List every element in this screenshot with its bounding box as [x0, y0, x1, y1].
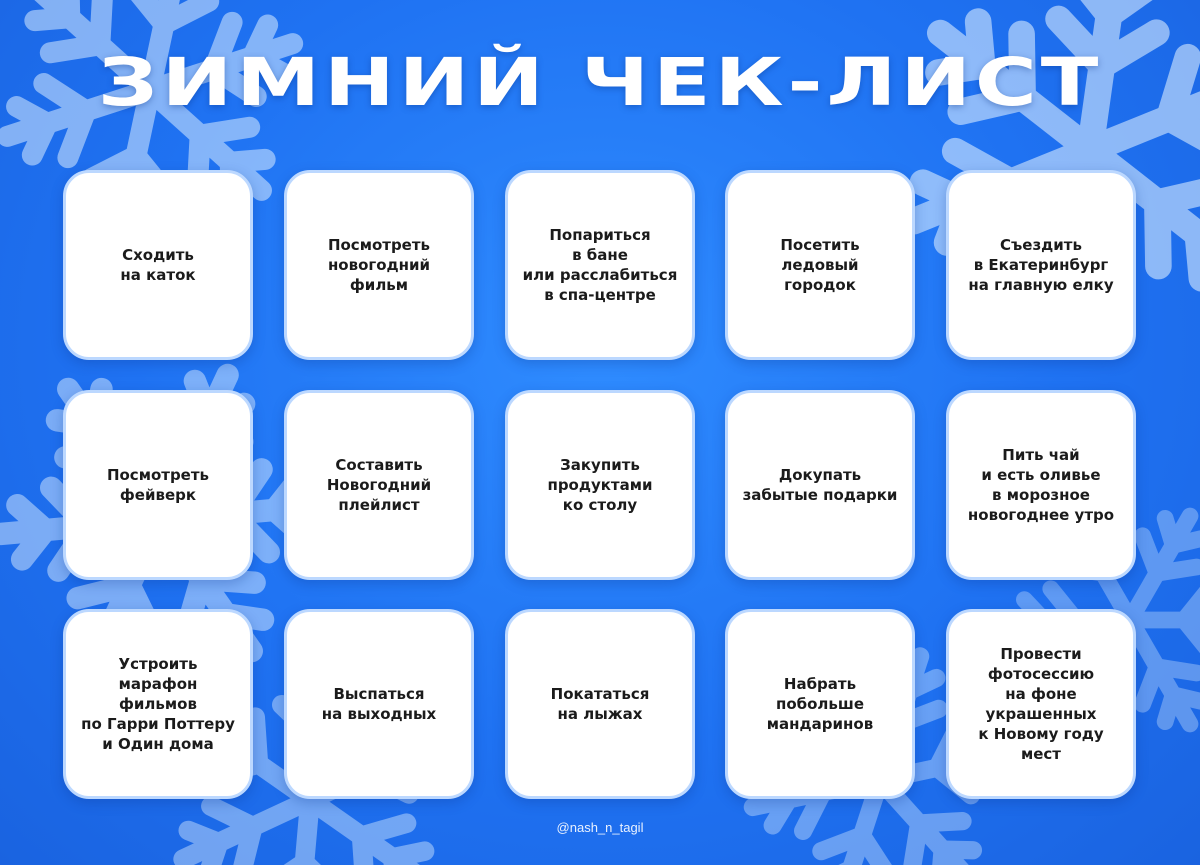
checklist-card	[946, 390, 1136, 580]
page-title: ЗИМНИЙ ЧЕК-ЛИСТ	[97, 44, 1103, 121]
card-text: Посмотреть фейверк	[106, 466, 210, 504]
checklist-card	[725, 609, 915, 799]
card-text: Провести фотосессию на фоне украшенных к Новому году мест	[978, 645, 1104, 763]
card-text: Покататься на лыжах	[550, 685, 650, 723]
card-text: Посмотреть новогодний фильм	[327, 236, 431, 294]
card-text: Докупать забытые подарки	[742, 466, 898, 504]
card-text: Выспаться на выходных	[321, 685, 437, 723]
checklist-card	[505, 609, 695, 799]
checklist-card	[946, 170, 1136, 360]
checklist-card	[284, 170, 474, 360]
checklist-card	[63, 170, 253, 360]
checklist-card	[725, 390, 915, 580]
checklist-card	[505, 170, 695, 360]
card-text: Посетить ледовый городок	[780, 236, 860, 294]
card-text: Устроить марафон фильмов по Гарри Поттеру и Один дома	[81, 655, 235, 753]
checklist-card	[946, 609, 1136, 799]
checklist-card	[505, 390, 695, 580]
checklist-card	[63, 609, 253, 799]
card-text: Составить Новогодний плейлист	[326, 456, 432, 514]
checklist-card	[725, 170, 915, 360]
card-text: Пить чай и есть оливье в морозное новогоднее утро	[967, 446, 1115, 524]
card-text: Закупить продуктами ко столу	[547, 456, 653, 514]
card-text: Попариться в бане или расслабиться в спа-центре	[522, 226, 678, 304]
checklist-card	[284, 609, 474, 799]
checklist-card	[63, 390, 253, 580]
card-text: Набрать побольше мандаринов	[766, 675, 874, 733]
checklist-card	[284, 390, 474, 580]
social-handle: @nash_n_tagil	[556, 820, 644, 835]
card-text: Сходить на каток	[120, 246, 196, 284]
card-text: Съездить в Екатеринбург на главную елку	[968, 236, 1114, 294]
